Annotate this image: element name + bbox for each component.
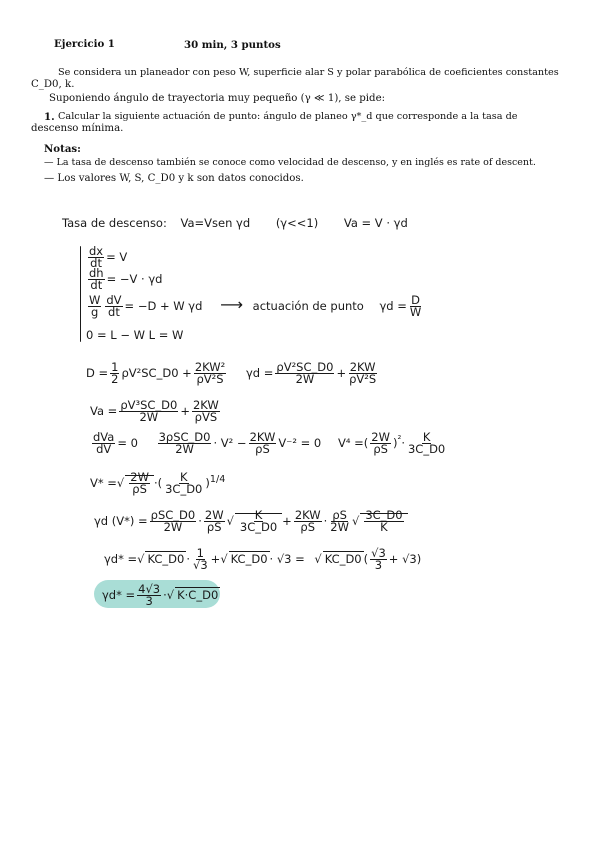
arrow-icon: ⟶	[220, 295, 244, 314]
question-line-2: descenso mínima.	[31, 123, 124, 134]
hw-title-text: Tasa de descenso:	[62, 216, 167, 230]
note-1: — La tasa de descenso también se conoce como velocidad de descenso, y en inglés es rate of descent.	[44, 157, 536, 168]
eq-gamma-vstar: γd (V*) = $\frac{\text{ρSC\_D0}}{2W}$ · $\frac{2W}{\rho S}$ √ $\frac{K}{3C\_D0}$ + $\frac{2KW}{\rho S}$ · $\frac{\rho S}{2W}$ √ $\frac{3C\_D0}{K}$	[94, 510, 408, 533]
hw-title-eq2: Va = V · γd	[343, 216, 408, 230]
system-eq-4: 0 = L − W L = W	[86, 328, 184, 342]
system-brace	[80, 246, 81, 342]
exercise-title: Ejercicio 1	[54, 38, 115, 50]
hw-title-eq1: Va=Vsen γd	[180, 216, 251, 230]
eq-va: Va = $\frac{\text{ρV³SC\_D0}}{2W}$ + $\frac{2KW}{\text{ρVS}}$	[90, 398, 219, 424]
intro-line-3: Suponiendo ángulo de trayectoria muy pequeño (γ ≪ 1), se pide:	[49, 93, 386, 104]
result-equation: γd* = $\frac{4√3}{3}$ ·√ K·C_D0	[102, 582, 219, 608]
question-number: 1.	[44, 111, 55, 123]
system-eq-3: $\frac{W}{g}$ $\frac{dV}{dt}$ = −D + W γd ⟶ actuación de punto γd = $\frac{D}{W}$	[89, 293, 422, 319]
eq-drag: D = $\frac{1}{2}$ ρV²SC_D0 + $\frac{\text{2KW²}}{\text{ρV²S}}$	[86, 360, 226, 386]
hw-actuacion-note: actuación de punto	[252, 299, 364, 313]
system-eq-1: $\frac{dx}{dt}$ = V	[89, 244, 128, 270]
eq-vstar: V* =√ $\frac{2W}{\rho S}$ ·( $\frac{K}{3C\_D0}$ )$^{1/4}$	[90, 470, 226, 496]
exercise-time-points: 30 min, 3 puntos	[184, 39, 281, 51]
note-2: — Los valores W, S, C_D0 y k son datos conocidos.	[44, 173, 304, 184]
notes-title: Notas:	[44, 143, 81, 155]
eq-dva-dv: $\frac{\text{dVa}}{dV}$ = 0 $\frac{\text{3ρSC\_D0}}{2W}$ · V² − $\frac{2KW}{\rho S}$ V⁻² = 0	[93, 430, 322, 456]
eq-v4: V⁴ =( $\frac{2W}{\rho S}$ )$^{^2}$· $\frac{K}{3C\_D0}$	[338, 430, 446, 456]
intro-line-2: C_D0, k.	[31, 79, 75, 90]
eq-gamma-d: γd = $\frac{\text{ρV²SC\_D0}}{2W}$ + $\frac{2KW}{\text{ρV²S}}$	[246, 360, 377, 386]
intro-line-1: Se considera un planeador con peso W, superficie alar S y polar parabólica de coeficientes constantes	[58, 67, 559, 78]
system-eq-2: $\frac{dh}{dt}$ = −V · γd	[89, 266, 163, 292]
hw-title	[62, 216, 408, 230]
eq-gamma-star: γd* =√ KC_D0 · $\frac{1}{√3}$ +√ KC_D0 · √3 = √ KC_D0 ( $\frac{√3}{3}$ + √3)	[104, 546, 422, 572]
question-line-1: Calcular la siguiente actuación de punto: ángulo de planeo γ*_d que corresponde a la tasa de	[58, 111, 518, 122]
hw-title-cond: (γ<<1)	[275, 216, 319, 230]
